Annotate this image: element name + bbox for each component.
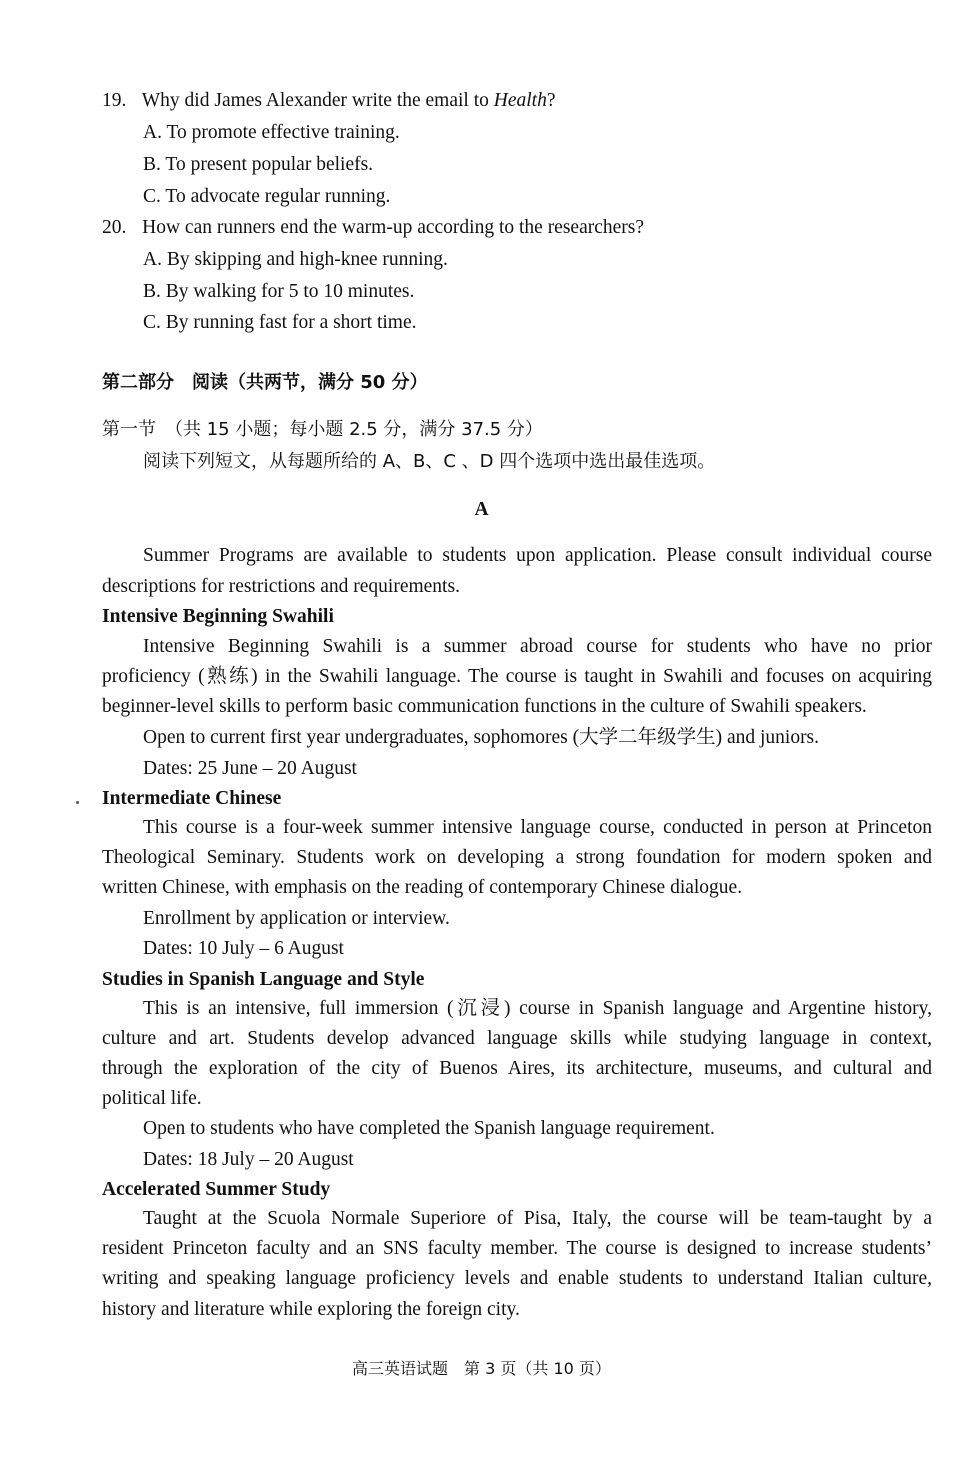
q20-stem-text: How can runners end the warm-up according to the researchers? [142, 217, 645, 238]
q19-option-a: A. To promote effective training. [143, 122, 400, 143]
swahili-line-1: Intensive Beginning Swahili is a summer abroad course for students who have no prior [143, 636, 932, 657]
course-title-spanish: Studies in Spanish Language and Style [102, 969, 425, 990]
section1-heading: 第一节 （共 15 小题；每小题 2.5 分，满分 37.5 分） [102, 419, 543, 440]
q19-stem [102, 89, 556, 113]
swahili-line-2: proficiency (熟练) in the Swahili language. The course is taught in Swahili and focuses on acquiring [102, 666, 932, 687]
swahili-note: Open to current first year undergraduates, sophomores (大学二年级学生) and juniors. [143, 727, 820, 748]
chinese-line-3: written Chinese, with emphasis on the reading of contemporary Chinese dialogue. [102, 877, 743, 898]
q20-option-b: B. By walking for 5 to 10 minutes. [143, 281, 415, 302]
chinese-line-2: Theological Seminary. Students work on developing a strong foundation for modern spoken and [102, 847, 932, 868]
swahili-line-3: beginner-level skills to perform basic communication functions in the culture of Swahili speakers. [102, 696, 867, 717]
q20-option-c: C. By running fast for a short time. [143, 312, 417, 333]
spanish-line-1: This is an intensive, full immersion (沉浸) course in Spanish language and Argentine history, [143, 998, 932, 1019]
accelerated-line-3: writing and speaking language proficiency levels and enable students to understand Italian culture, [102, 1268, 932, 1289]
q19-stem-prefix: Why did James Alexander write the email to [141, 90, 494, 111]
accelerated-line-2: resident Princeton faculty and an SNS faculty member. The course is designed to increase students’ [102, 1238, 932, 1259]
q20-number: 20. [102, 217, 127, 238]
intro-line-2: descriptions for restrictions and requirements. [102, 576, 460, 597]
q19-option-b: B. To present popular beliefs. [143, 154, 374, 175]
intro-line-1: Summer Programs are available to students upon application. Please consult individual course [143, 545, 932, 566]
chinese-note: Enrollment by application or interview. [143, 908, 450, 929]
q19-option-c: C. To advocate regular running. [143, 186, 391, 207]
spanish-dates: Dates: 18 July – 20 August [143, 1149, 354, 1170]
q19-stem-suffix: ? [546, 90, 556, 111]
q19-stem-italic: Health [493, 90, 547, 111]
chinese-dates: Dates: 10 July – 6 August [143, 938, 344, 959]
course-title-accelerated: Accelerated Summer Study [102, 1179, 331, 1200]
page-footer: 高三英语试题 第 3 页（共 10 页） [352, 1359, 611, 1378]
q19-number: 19. [102, 90, 127, 111]
course-title-swahili: Intensive Beginning Swahili [102, 606, 334, 627]
reading-instruction: 阅读下列短文，从每题所给的 A、B、C 、D 四个选项中选出最佳选项。 [143, 451, 716, 472]
spanish-line-3: through the exploration of the city of Buenos Aires, its architecture, museums, and cultural and [102, 1058, 932, 1079]
passage-label: A [474, 499, 489, 520]
stray-dot [76, 801, 79, 804]
accelerated-line-4: history and literature while exploring the foreign city. [102, 1299, 520, 1320]
part2-heading: 第二部分 阅读（共两节，满分 50 分） [102, 372, 428, 393]
swahili-dates: Dates: 25 June – 20 August [143, 758, 357, 779]
accelerated-line-1: Taught at the Scuola Normale Superiore of Pisa, Italy, the course will be team-taught by a [143, 1208, 932, 1229]
chinese-line-1: This course is a four-week summer intensive language course, conducted in person at Princeton [143, 817, 932, 838]
q20-option-a: A. By skipping and high-knee running. [143, 249, 448, 270]
spanish-line-2: culture and art. Students develop advanced language skills while studying language in context, [102, 1028, 932, 1049]
course-title-chinese: Intermediate Chinese [102, 788, 282, 809]
spanish-line-4: political life. [102, 1088, 202, 1109]
q20-stem [102, 216, 644, 240]
spanish-note: Open to students who have completed the Spanish language requirement. [143, 1118, 715, 1139]
